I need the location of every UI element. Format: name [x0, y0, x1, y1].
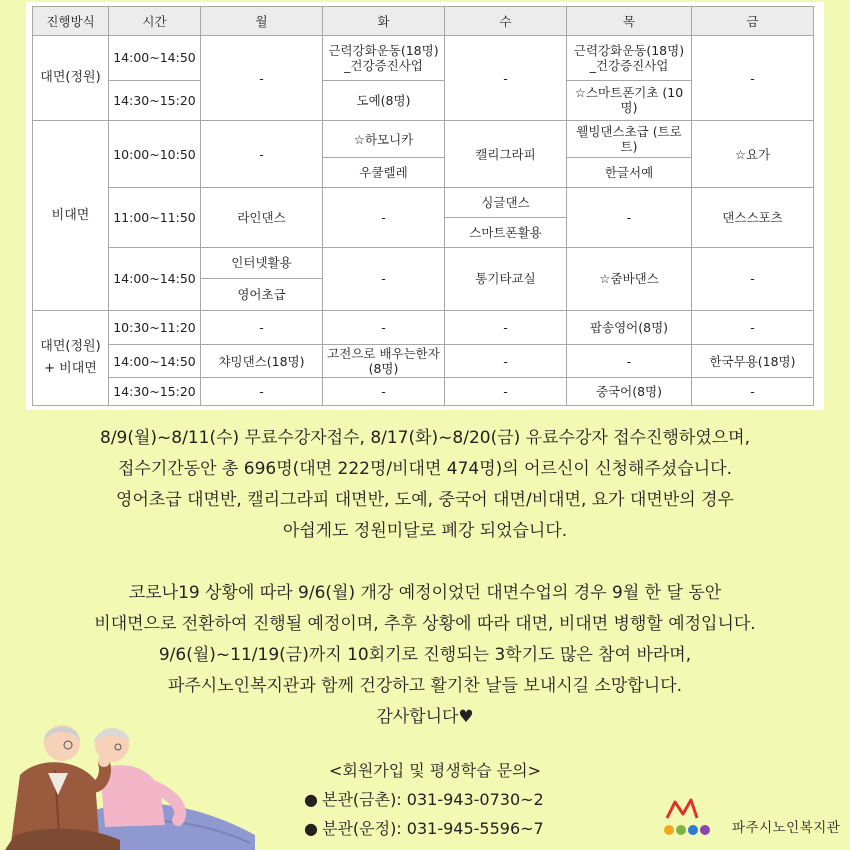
class-cell: 영어초급	[201, 279, 323, 311]
class-cell: -	[692, 247, 814, 311]
class-cell: -	[692, 378, 814, 406]
notice-line: 영어초급 대면반, 캘리그라피 대면반, 도예, 중국어 대면/비대면, 요가 대면반의 경우	[116, 490, 734, 510]
time-cell: 14:00~14:50	[109, 36, 201, 81]
class-cell: 스마트폰활용	[445, 217, 567, 247]
table-row	[33, 36, 814, 81]
contact-info	[270, 756, 600, 843]
class-cell: 중국어(8명)	[567, 378, 692, 406]
class-cell: -	[201, 121, 323, 188]
class-cell: 라인댄스	[201, 188, 323, 248]
class-cell: 근력강화운동(18명) _건강증진사업	[323, 36, 445, 81]
class-cell: -	[445, 36, 567, 121]
contact-main-office	[270, 785, 600, 814]
class-cell: 한국무용(18명)	[692, 345, 814, 378]
contact-branch-office	[270, 814, 600, 843]
class-cell: -	[445, 345, 567, 378]
group-online: 비대면	[33, 121, 109, 311]
class-cell: ☆줌바댄스	[567, 247, 692, 311]
table-row	[33, 345, 814, 378]
group-face-to-face: 대면(정원)	[33, 36, 109, 121]
registration-notice	[0, 423, 850, 547]
class-cell: 팝송영어(8명)	[567, 311, 692, 345]
class-cell: -	[323, 378, 445, 406]
class-cell: -	[692, 36, 814, 121]
group-hybrid	[33, 311, 109, 406]
notice-line: 9/6(월)~11/19(금)까지 10회기로 진행되는 3학기도 많은 참여 바라며,	[158, 645, 692, 665]
table-row	[33, 247, 814, 279]
time-cell: 10:00~10:50	[109, 121, 201, 188]
notice-line: 비대면으로 전환하여 진행될 예정이며, 추후 상황에 따라 대면, 비대면 병행할 예정입니다.	[94, 614, 756, 634]
schedule-sheet	[26, 2, 824, 410]
notice-line: 8/9(월)~8/11(수) 무료수강자접수, 8/17(화)~8/20(금) 유료수강자 접수진행하였으며,	[100, 428, 750, 448]
bullet-icon: ●	[304, 790, 318, 809]
header-mode: 진행방식	[33, 7, 109, 36]
class-cell: -	[201, 311, 323, 345]
time-cell: 11:00~11:50	[109, 188, 201, 248]
header-wed: 수	[445, 7, 567, 36]
contact-heading: <회원가입 및 평생학습 문의>	[328, 761, 542, 780]
class-cell: -	[201, 378, 323, 406]
notice-line: 파주시노인복지관과 함께 건강하고 활기찬 날들 보내시길 소망합니다.	[167, 676, 683, 696]
class-cell: -	[323, 311, 445, 345]
class-cell: -	[445, 311, 567, 345]
class-cell: 근력강화운동(18명) _건강증진사업	[567, 36, 692, 81]
class-cell: 댄스스포츠	[692, 188, 814, 248]
class-cell: -	[323, 188, 445, 248]
class-cell: 한글서예	[567, 158, 692, 188]
group-hybrid-line1: 대면(정원)	[40, 339, 101, 355]
class-cell: 도예(8명)	[323, 80, 445, 120]
class-cell: -	[323, 247, 445, 311]
notice-line: 접수기간동안 총 696명(대면 222명/비대면 474명)의 어르신이 신청해주셨습니다.	[118, 459, 732, 479]
header-fri: 금	[692, 7, 814, 36]
class-cell: 웰빙댄스초급 (트로트)	[567, 121, 692, 158]
header-tue: 화	[323, 7, 445, 36]
header-mon: 월	[201, 7, 323, 36]
header-thu: 목	[567, 7, 692, 36]
table-row	[33, 121, 814, 158]
table-row	[33, 378, 814, 406]
class-cell: 통기타교실	[445, 247, 567, 311]
thanks-line: 감사합니다♥	[376, 707, 474, 727]
table-row	[33, 188, 814, 218]
class-cell: ☆하모니카	[323, 121, 445, 158]
class-cell: 고전으로 배우는한자(8명)	[323, 345, 445, 378]
schedule-table	[32, 6, 814, 406]
time-cell: 14:30~15:20	[109, 80, 201, 120]
notice-line: 아쉽게도 정원미달로 폐강 되었습니다.	[282, 521, 568, 541]
time-cell: 14:00~14:50	[109, 345, 201, 378]
table-row	[33, 311, 814, 345]
table-header-row	[33, 7, 814, 36]
class-cell: -	[201, 36, 323, 121]
contact-branch-text: 분관(운정): 031-945-5596~7	[322, 819, 544, 838]
time-cell: 10:30~11:20	[109, 311, 201, 345]
covid-notice	[0, 578, 850, 733]
header-time: 시간	[109, 7, 201, 36]
contact-main-text: 본관(금촌): 031-943-0730~2	[322, 790, 544, 809]
class-cell: 챠밍댄스(18명)	[201, 345, 323, 378]
logo-name: 파주시노인복지관	[732, 820, 841, 836]
class-cell: -	[692, 311, 814, 345]
group-hybrid-line2: + 비대면	[44, 361, 97, 377]
class-cell: -	[567, 345, 692, 378]
time-cell: 14:00~14:50	[109, 247, 201, 311]
class-cell: ☆스마트폰기초 (10명)	[567, 80, 692, 120]
class-cell: -	[567, 188, 692, 248]
elderly-couple-illustration	[0, 715, 265, 850]
class-cell: 싱글댄스	[445, 188, 567, 218]
time-cell: 14:30~15:20	[109, 378, 201, 406]
class-cell: 우쿨렐레	[323, 158, 445, 188]
class-cell: -	[445, 378, 567, 406]
notice-line: 코로나19 상황에 따라 9/6(월) 개강 예정이었던 대면수업의 경우 9월 한 달 동안	[128, 583, 722, 603]
bullet-icon: ●	[304, 819, 318, 838]
class-cell: 캘리그라피	[445, 121, 567, 188]
class-cell: 인터넷활용	[201, 247, 323, 279]
class-cell: ☆요가	[692, 121, 814, 188]
